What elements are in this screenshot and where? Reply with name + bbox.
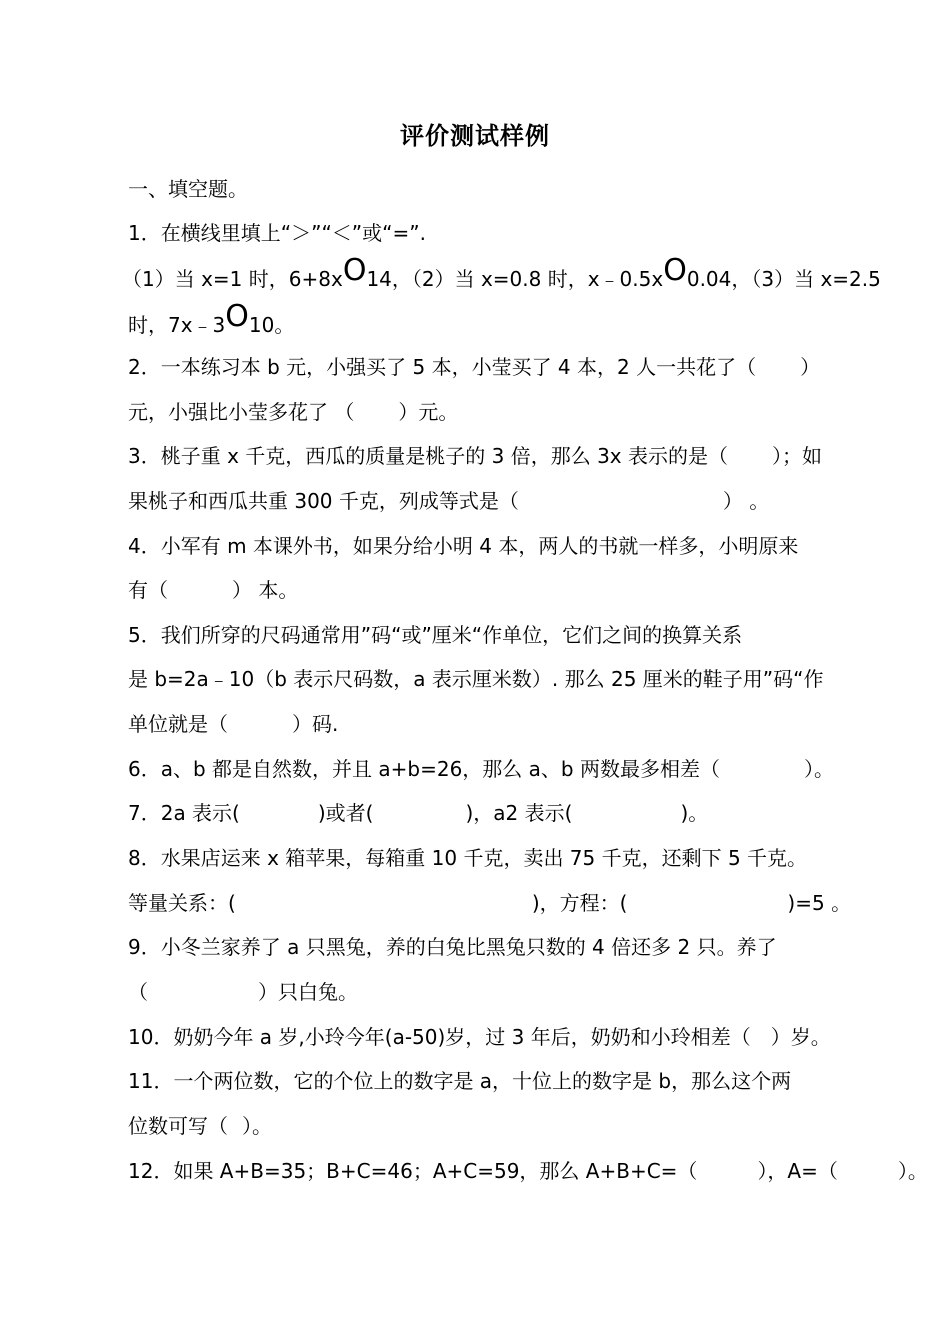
- question-9-line-2: [128, 977, 868, 1007]
- question-4-line-2: [128, 575, 868, 605]
- question-1-line-1: [122, 253, 881, 292]
- question-7-text: 7．2a 表示(: [128, 801, 240, 825]
- question-2-line-2: [128, 397, 868, 427]
- question-2-bracket: ）元。: [398, 400, 459, 424]
- question-4-line-1: 4．小军有 m 本课外书，如果分给小明 4 本，两人的书就一样多，小明原来: [128, 534, 799, 558]
- question-8-text: )，方程：(: [531, 891, 628, 915]
- question-6-bracket: ）。: [803, 757, 834, 781]
- question-11-text: 位数可写（: [128, 1114, 228, 1138]
- question-1-part-b: 14，（2）当 x=0.8 时，x﹣0.5x: [366, 267, 664, 291]
- question-5-line-1: 5．我们所穿的尺码通常用”码“或”厘米“作单位，它们之间的换算关系: [128, 623, 743, 647]
- question-11-line-2: [128, 1111, 868, 1141]
- section-heading: 一、填空题。: [128, 177, 248, 201]
- question-1-part-c: 0.04，（3）当 x=2.5: [686, 267, 881, 291]
- question-6-text: 6．a、b 都是自然数，并且 a+b=26，那么 a、b 两数最多相差（: [128, 757, 720, 781]
- question-7-text: )，a2 表示(: [465, 801, 573, 825]
- question-1-line-2: [128, 299, 868, 338]
- question-10-line-1: [128, 1022, 868, 1052]
- question-2-text: 2．一本练习本 b 元，小强买了 5 本，小莹买了 4 本，2 人一共花了（: [128, 355, 757, 379]
- question-7-line-1: [128, 798, 868, 828]
- question-7-text: )。: [680, 801, 709, 825]
- question-9-bracket: ）只白兔。: [258, 980, 358, 1004]
- question-12-text: 12．如果 A+B=35；B+C=46；A+C=59，那么 A+B+C=（: [128, 1159, 698, 1183]
- question-12-bracket: ）。: [897, 1159, 928, 1183]
- question-10-bracket: ）岁。: [770, 1025, 831, 1049]
- question-3-bracket: ） 。: [722, 489, 770, 513]
- question-11-line-1: 11．一个两位数，它的个位上的数字是 a，十位上的数字是 b，那么这个两: [128, 1069, 792, 1093]
- question-5-text: 单位就是（: [128, 712, 228, 736]
- compare-circle-3[interactable]: O: [225, 299, 249, 334]
- question-1-part-e: 10。: [248, 313, 295, 337]
- question-8-line-2: [128, 888, 868, 918]
- question-9-text: （: [128, 980, 148, 1004]
- question-10-text: 10．奶奶今年 a 岁,小玲今年(a-50)岁，过 3 年后，奶奶和小玲相差（: [128, 1025, 751, 1049]
- question-3-text: 3．桃子重 x 千克，西瓜的质量是桃子的 3 倍，那么 3x 表示的是（: [128, 444, 728, 468]
- question-4-text: 有（: [128, 578, 168, 602]
- question-11-bracket: ）。: [242, 1114, 272, 1138]
- question-3-line-2: [128, 486, 868, 516]
- page-title: 评价测试样例: [400, 122, 550, 150]
- question-1-stem: 1．在横线里填上“＞”“＜”或“=”.: [128, 221, 427, 245]
- question-8-text: 等量关系：(: [128, 891, 236, 915]
- compare-circle-2[interactable]: O: [663, 253, 687, 288]
- question-5-line-3: [128, 709, 868, 739]
- question-1-part-a: （1）当 x=1 时，6+8x: [122, 267, 343, 291]
- question-2-text: 元，小强比小莹多花了 （: [128, 400, 355, 424]
- question-7-text: )或者(: [317, 801, 374, 825]
- question-2-bracket: ）: [800, 355, 821, 379]
- question-4-bracket: ） 本。: [232, 578, 299, 602]
- question-8-line-1: 8．水果店运来 x 箱苹果，每箱重 10 千克，卖出 75 千克，还剩下 5 千克。: [128, 846, 808, 870]
- compare-circle-1[interactable]: O: [342, 253, 367, 288]
- question-1-part-d: 时，7x﹣3: [128, 313, 226, 337]
- question-3-bracket: ）；如: [772, 444, 822, 468]
- question-12-text: ），A=（: [757, 1159, 838, 1183]
- question-8-text: )=5 。: [787, 891, 852, 915]
- question-5-line-2: 是 b=2a﹣10（b 表示尺码数，a 表示厘米数）. 那么 25 厘米的鞋子用”码“作: [128, 667, 824, 691]
- question-5-bracket: ）码.: [292, 712, 339, 736]
- question-9-line-1: 9．小冬兰家养了 a 只黑兔，养的白兔比黑兔只数的 4 倍还多 2 只。养了: [128, 935, 777, 959]
- question-3-text: 果桃子和西瓜共重 300 千克，列成等式是（: [128, 489, 519, 513]
- question-3-line-1: [128, 441, 868, 471]
- question-6-line-1: [128, 754, 868, 784]
- question-12-line-1: [128, 1156, 928, 1186]
- question-2-line-1: [128, 352, 868, 382]
